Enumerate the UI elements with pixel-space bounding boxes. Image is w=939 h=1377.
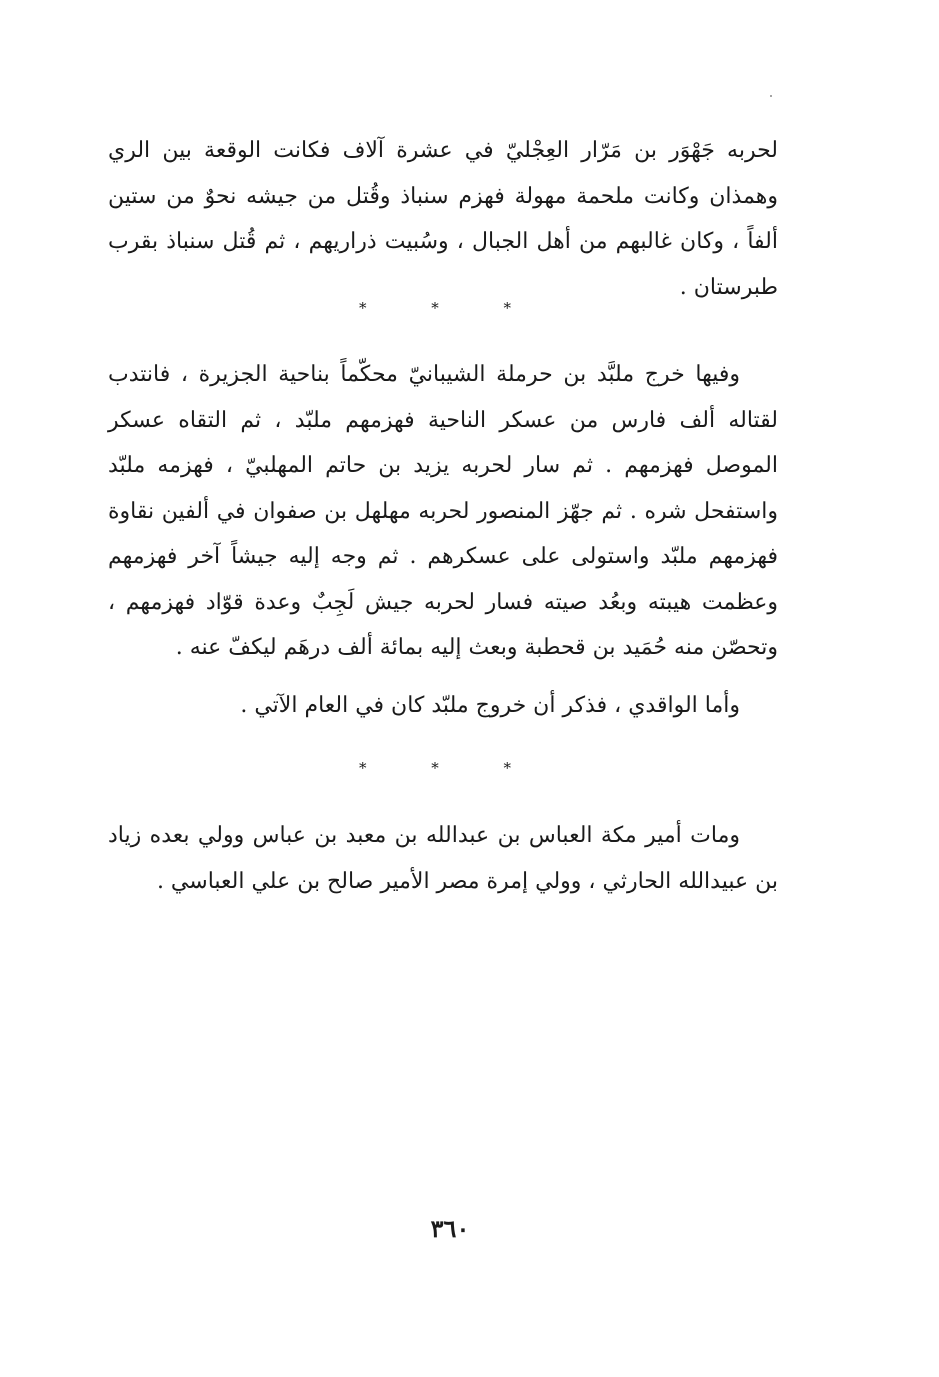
section-separator: * * *	[358, 759, 542, 777]
paragraph-jahwar-battle: لحربه جَهْوَر بن مَرّار العِجْليّ في عشرة آلاف فكانت الوقعة بين الري وهمذان وكانت ملحمة مهولة فهزم سنباذ وقُتل من جيشه نحوٌ من ستين ألفاً ، وكان غالبهم من أهل الجبال ، وسُبيت ذراريهم ، ثم قُتل سنباذ بقرب طبرستان .	[108, 138, 778, 300]
paragraph-mecca-governor: ومات أمير مكة العباس بن عبدالله بن معبد بن عباس وولي بعده زياد بن عبيدالله الحارثي ، وولي إمرة مصر الأمير صالح بن علي العباسي .	[108, 823, 778, 894]
page-number: ٣٦٠	[430, 1214, 470, 1243]
section-separator: * * *	[358, 299, 542, 317]
paragraph-mulabbad-revolt: وفيها خرج ملبَّد بن حرملة الشيبانيّ محكّماً بناحية الجزيرة ، فانتدب لقتاله ألف فارس من عسكر الناحية فهزمهم ملبّد ، ثم التقاه عسكر الموصل فهزمهم . ثم سار لحربه يزيد بن حاتم المهلبيّ ، فهزمه ملبّد واستفحل شره . ثم جهّز المنصور لحربه مهلهل بن صفوان في ألفين نقاوة فهزمهم ملبّد واستولى على عسكرهم . ثم وجه إليه جيشاً آخر فهزمهم وعظمت هيبته وبعُد صيته فسار لحربه جيش لَجِبٌ وعدة قوّاد فهزمهم ، وتحصّن منه حُمَيد بن قحطبة وبعث إليه بمائة ألف درهَم ليكفّ عنه .	[108, 362, 778, 660]
paragraph-waqidi-note: وأما الواقدي ، فذكر أن خروج ملبّد كان في العام الآتي .	[240, 693, 740, 718]
scan-speck	[770, 95, 772, 97]
